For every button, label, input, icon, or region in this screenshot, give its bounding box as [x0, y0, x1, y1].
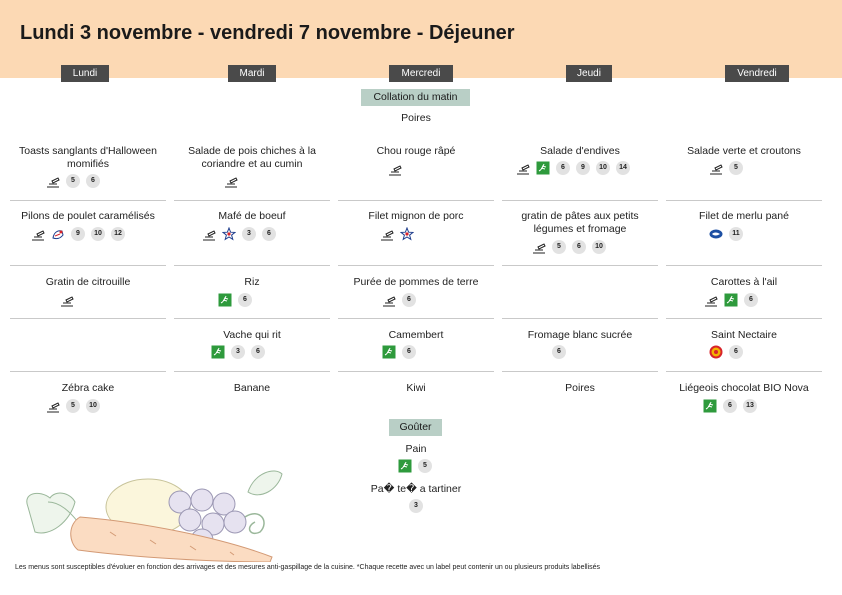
bio-icon — [382, 345, 396, 359]
fait-maison-icon — [46, 174, 60, 188]
row-rule — [10, 200, 166, 201]
fait-maison-icon — [516, 161, 530, 175]
dish-name: Riz — [244, 276, 260, 288]
row-rule — [502, 265, 658, 266]
row-rule — [10, 371, 166, 372]
dish-name: Vache qui rit — [223, 329, 281, 341]
day-tab-lundi: Lundi — [61, 65, 109, 82]
dish-name: Poires — [565, 382, 595, 394]
viande-francaise-icon — [400, 227, 414, 241]
bio-icon — [724, 293, 738, 307]
dish-name: Saint Nectaire — [711, 329, 777, 341]
allergen-code: 11 — [729, 227, 743, 241]
dish-labels — [409, 499, 423, 513]
dish-labels — [31, 227, 125, 241]
dish-name: Toasts sanglants d'Halloween momifiés — [18, 145, 157, 170]
dish-name: Purée de pommes de terre — [353, 276, 479, 288]
footer-note: Les menus sont susceptibles d'évoluer en fonction des arrivages et des mesures anti-gaspillage de la cuisine. *Chaque recette avec un label peut contenir un ou plusieurs produits labellisés — [15, 564, 601, 571]
dish-name: Salade de pois chiches à la coriandre et au cumin — [188, 145, 316, 170]
allergen-code: 6 — [238, 293, 252, 307]
bio-icon — [211, 345, 225, 359]
allergen-code: 6 — [572, 240, 586, 254]
dish-labels — [709, 161, 743, 175]
allergen-code: 10 — [596, 161, 610, 175]
dish-labels — [46, 174, 100, 188]
dish-name: Banane — [233, 382, 271, 394]
fait-maison-icon — [709, 161, 723, 175]
row-rule — [174, 265, 330, 266]
allergen-code: 3 — [231, 345, 245, 359]
allergen-code: 5 — [729, 161, 743, 175]
allergen-code: 6 — [402, 345, 416, 359]
row-rule — [502, 200, 658, 201]
dish-name: Filet de merlu pané — [699, 210, 789, 222]
fait-maison-icon — [202, 227, 216, 241]
bio-icon — [703, 399, 717, 413]
dish-name: Mafé de boeuf — [218, 210, 286, 222]
collation-tag: Collation du matin — [361, 89, 470, 106]
row-rule — [666, 200, 822, 201]
allergen-code: 6 — [402, 293, 416, 307]
row-rule — [502, 371, 658, 372]
dish-labels — [380, 227, 414, 241]
allergen-code: 6 — [262, 227, 276, 241]
volaille-francaise-icon — [51, 227, 65, 241]
dish-name: Salade verte et croutons — [687, 145, 801, 157]
fait-maison-icon — [46, 399, 60, 413]
dish-labels — [709, 345, 743, 359]
day-tab-mardi: Mardi — [228, 65, 276, 82]
row-rule — [174, 200, 330, 201]
allergen-code: 10 — [86, 399, 100, 413]
dish-labels — [398, 459, 432, 473]
dish-labels — [46, 399, 100, 413]
allergen-code: 10 — [592, 240, 606, 254]
allergen-code: 6 — [86, 174, 100, 188]
row-rule — [502, 318, 658, 319]
dish-name: Chou rouge râpé — [376, 145, 456, 157]
dish-labels — [382, 293, 416, 307]
dish-labels — [211, 345, 265, 359]
allergen-code: 6 — [744, 293, 758, 307]
fait-maison-icon — [532, 240, 546, 254]
allergen-code: 6 — [729, 345, 743, 359]
dish-labels — [703, 399, 757, 413]
dish-name: gratin de pâtes aux petits légumes et fromage — [521, 210, 639, 235]
allergen-code: 9 — [576, 161, 590, 175]
collation-item: Poires — [401, 112, 431, 124]
row-rule — [174, 318, 330, 319]
allergen-code: 3 — [409, 499, 423, 513]
dish-labels — [218, 293, 252, 307]
allergen-code: 3 — [242, 227, 256, 241]
fait-maison-icon — [380, 227, 394, 241]
bio-icon — [398, 459, 412, 473]
allergen-code: 5 — [418, 459, 432, 473]
dish-labels — [704, 293, 758, 307]
dish-labels — [382, 345, 416, 359]
row-rule — [338, 265, 494, 266]
dish-name: Liégeois chocolat BIO Nova — [679, 382, 809, 394]
fait-maison-icon — [388, 162, 402, 176]
dish-labels — [532, 240, 606, 254]
allergen-code: 14 — [616, 161, 630, 175]
dish-name: Kiwi — [406, 382, 426, 394]
dish-labels — [516, 161, 630, 175]
day-tab-mercredi: Mercredi — [389, 65, 453, 82]
dish-name: Fromage blanc sucrée — [527, 329, 633, 341]
day-tab-vendredi: Vendredi — [725, 65, 789, 82]
bio-icon — [536, 161, 550, 175]
allergen-code: 6 — [556, 161, 570, 175]
row-rule — [666, 318, 822, 319]
dish-name: Carottes à l'ail — [710, 276, 778, 288]
allergen-code: 5 — [66, 399, 80, 413]
dish-labels — [388, 162, 402, 176]
dish-labels — [60, 293, 74, 307]
allergen-code: 9 — [71, 227, 85, 241]
dish-name: Camembert — [388, 329, 444, 341]
allergen-code: 5 — [552, 240, 566, 254]
allergen-code: 6 — [552, 345, 566, 359]
dish-labels — [224, 174, 238, 188]
fait-maison-icon — [31, 227, 45, 241]
row-rule — [174, 371, 330, 372]
allergen-code: 5 — [66, 174, 80, 188]
gouter-tag: Goûter — [389, 419, 442, 436]
msc-peche-icon — [709, 227, 723, 241]
allergen-code: 10 — [91, 227, 105, 241]
row-rule — [338, 200, 494, 201]
dish-labels — [202, 227, 276, 241]
row-rule — [10, 265, 166, 266]
dish-name: Salade d'endives — [540, 145, 620, 157]
vegetables-illustration — [20, 462, 290, 562]
allergen-code: 13 — [743, 399, 757, 413]
dish-name: Pilons de poulet caramélisés — [21, 210, 155, 222]
row-rule — [338, 371, 494, 372]
viande-francaise-icon — [222, 227, 236, 241]
bio-icon — [218, 293, 232, 307]
row-rule — [338, 318, 494, 319]
dish-labels — [552, 345, 566, 359]
day-tab-jeudi: Jeudi — [566, 65, 612, 82]
fait-maison-icon — [224, 174, 238, 188]
fait-maison-icon — [382, 293, 396, 307]
dish-name: Zébra cake — [61, 382, 115, 394]
dish-name: Gratin de citrouille — [45, 276, 131, 288]
fait-maison-icon — [704, 293, 718, 307]
row-rule — [666, 371, 822, 372]
gouter-item: Pain — [405, 443, 427, 455]
fait-maison-icon — [60, 293, 74, 307]
dish-labels — [709, 227, 743, 241]
allergen-code: 6 — [723, 399, 737, 413]
allergen-code: 12 — [111, 227, 125, 241]
row-rule — [666, 265, 822, 266]
row-rule — [10, 318, 166, 319]
aop-icon — [709, 345, 723, 359]
gouter-item: Pa� te� a tartiner — [370, 483, 462, 495]
dish-name: Filet mignon de porc — [368, 210, 464, 222]
allergen-code: 6 — [251, 345, 265, 359]
page-title: Lundi 3 novembre - vendredi 7 novembre - Déjeuner — [20, 22, 515, 44]
